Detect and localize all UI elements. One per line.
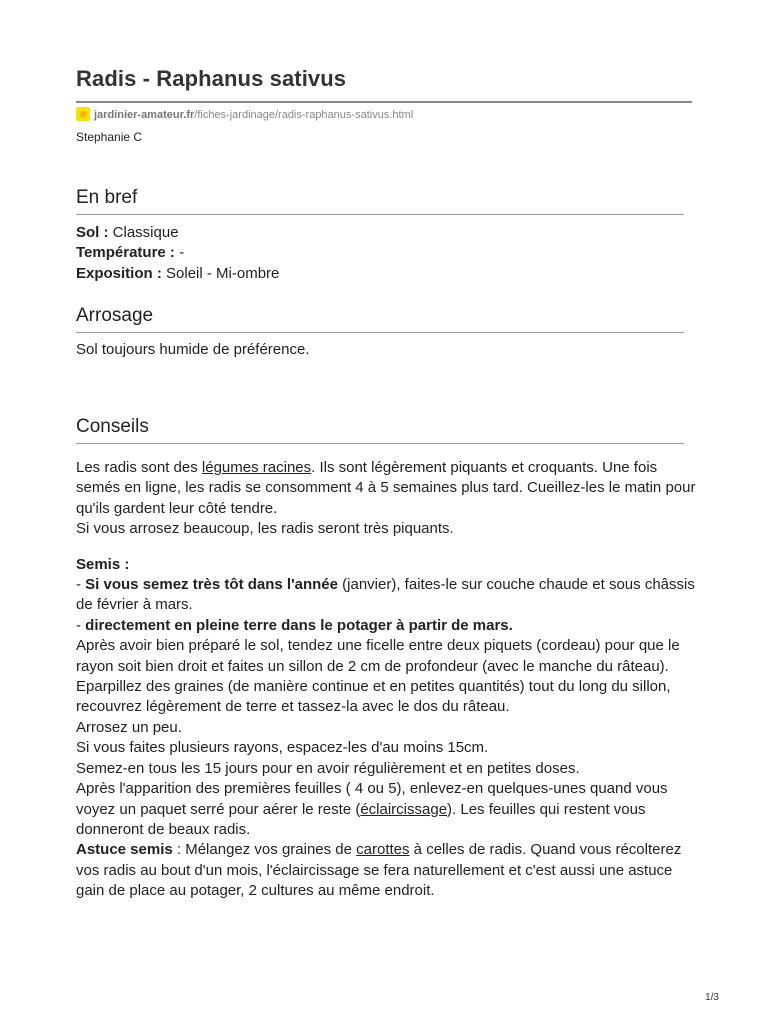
semis-item-bold: directement en pleine terre dans le potager à partir de mars. (85, 616, 513, 634)
section-heading-arrosage: Arrosage (76, 305, 154, 326)
author-name: Stephanie C (76, 130, 143, 144)
astuce-label: Astuce semis (76, 841, 173, 859)
section-heading-conseils: Conseils (76, 416, 149, 437)
semis-item-bold: Si vous semez très tôt dans l'année (85, 576, 338, 594)
en-bref-value: - (174, 244, 185, 262)
semis-paragraph: ). Les feuilles qui restent vous donneront de beaux radis. (76, 800, 646, 838)
semis-paragraph: Après avoir bien préparé le sol, tendez une ficelle entre deux piquets (cordeau) pour que le rayon soit bien droit et faites un sillon de 2 cm de profondeur (avec le manche du râteau). (76, 637, 680, 675)
arrosage-text: Sol toujours humide de préférence. (76, 341, 310, 358)
semis-item-text: (janvier), faites-le sur couche chaude et sous châssis de février à mars. (76, 576, 695, 614)
section-divider (76, 214, 684, 215)
title-divider (76, 101, 692, 103)
en-bref-label: Température : (76, 244, 175, 262)
en-bref-row-temperature (76, 243, 696, 263)
section-heading-en-bref: En bref (76, 187, 138, 208)
legumes-racines-link[interactable]: légumes racines (201, 459, 312, 476)
section-divider (76, 332, 684, 333)
intro-text: Les radis sont des (76, 459, 202, 476)
astuce-text: : Mélangez vos graines de (172, 841, 357, 859)
section-divider (76, 443, 684, 444)
en-bref-list (76, 223, 696, 284)
list-dash: - (76, 616, 86, 634)
semis-paragraph: Après l'apparition des premières feuilles ( 4 ou 5), enlevez-en quelques-unes quand vous voyez un paquet serré pour aérer le reste ( (76, 780, 668, 818)
en-bref-value: Soleil - Mi-ombre (161, 264, 280, 282)
source-url[interactable] (76, 107, 413, 121)
semis-paragraph: Eparpillez des graines (de manière continue et en petites quantités) tout du long du sillon, recouvrez légèrement de terre et tassez-la avec le dos du râteau. (76, 678, 671, 716)
semis-paragraph: Arrosez un peu. (76, 718, 182, 736)
en-bref-value: Classique (108, 224, 179, 241)
eclaircissage-link[interactable]: éclaircissage (360, 800, 448, 818)
intro-line: Si vous arrosez beaucoup, les radis seront très piquants. (76, 520, 454, 538)
intro-text: . Ils sont légèrement piquants et croquants. Une fois semés en ligne, les radis se consomment 4 à 5 semaines plus tard. Cueillez-les le matin pour qu'ils gardent leur côté tendre. (76, 459, 696, 517)
astuce-text: à celles de radis. Quand vous récolterez vos radis au bout d'un mois, l'éclaircissage se fera naturellement et c'est aussi une astuce gain de place au potager, 2 cultures au même endroit. (76, 841, 682, 900)
en-bref-label: Exposition : (76, 264, 162, 282)
semis-section (76, 555, 696, 902)
source-path[interactable]: /fiches-jardinage/radis-raphanus-sativus.html (194, 109, 414, 121)
semis-heading: Semis : (76, 555, 130, 573)
list-dash: - (76, 576, 86, 594)
site-favicon-icon (76, 107, 90, 121)
carottes-link[interactable]: carottes (356, 841, 410, 859)
source-host[interactable]: jardinier-amateur.fr (94, 109, 195, 121)
en-bref-label: Sol : (76, 224, 109, 241)
semis-paragraph: Semez-en tous les 15 jours pour en avoir régulièrement et en petites doses. (76, 759, 580, 777)
en-bref-row-exposition (76, 264, 696, 284)
conseils-body (76, 458, 696, 902)
semis-paragraph: Si vous faites plusieurs rayons, espacez-les d'au moins 15cm. (76, 739, 489, 757)
page-title: Radis - Raphanus sativus (76, 66, 347, 91)
page-number: 1/3 (705, 992, 719, 1003)
conseils-intro (76, 458, 696, 540)
en-bref-row-sol (76, 223, 696, 243)
